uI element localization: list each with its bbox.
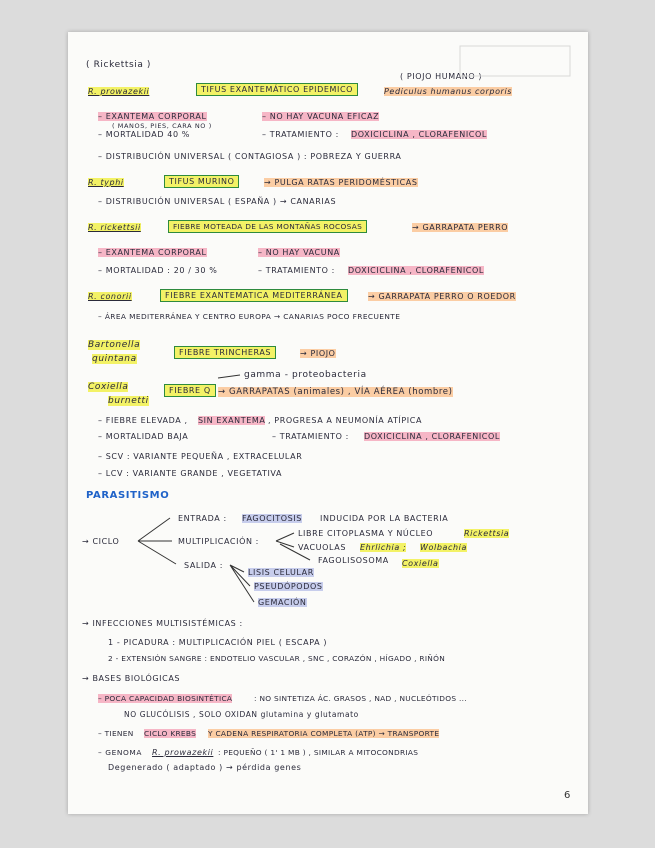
species-coxiella: Coxiella — [88, 382, 129, 392]
entrada-label: ENTRADA : — [178, 514, 227, 523]
salida-pseudopodos: PSEUDÓPODOS — [254, 582, 323, 591]
species-burnetti: burnetti — [108, 396, 149, 406]
cb-mortalidad: – MORTALIDAD BAJA — [98, 432, 189, 441]
species-bartonella: Bartonella — [88, 340, 141, 350]
cb-sin-exantema: SIN EXANTEMA — [198, 416, 266, 425]
mult-fagosoma: FAGOLISOSOMA — [318, 556, 389, 565]
vector-note-piojo: ( PIOJO HUMANO ) — [400, 72, 483, 81]
cb-fiebre: – FIEBRE ELEVADA , — [98, 416, 188, 425]
cb-tratamiento-drugs: DOXICICLINA , CLORAFENICOL — [364, 432, 500, 441]
bases-cadena: Y CADENA RESPIRATORIA COMPLETA (ATP) → TRANSPORTE — [208, 729, 440, 738]
bq-vector: → PIOJO — [300, 349, 336, 358]
page-number: 6 — [564, 790, 571, 801]
rr-tratamiento: – TRATAMIENTO : — [258, 266, 335, 275]
disease-box-fiebre-q: FIEBRE Q — [164, 384, 216, 397]
rp-exantema: – EXANTEMA CORPORAL — [98, 112, 207, 121]
rc-area: – ÁREA MEDITERRÁNEA Y CENTRO EUROPA → CANARIAS POCO FRECUENTE — [98, 312, 401, 321]
cb-vector: → GARRAPATAS (animales) , VÍA AÉREA (hombre) — [218, 387, 453, 397]
disease-box-tifus-murino: TIFUS MURINO — [164, 175, 239, 188]
bases-glucolisis: NO GLUCÓLISIS , SOLO OXIDAN glutamina y glutamato — [124, 710, 359, 719]
species-r-typhi: R. typhi — [88, 178, 124, 187]
salida-label: SALIDA : — [184, 561, 224, 570]
species-r-prowazekii: R. prowazekii — [88, 87, 150, 96]
rr-vacuna: – NO HAY VACUNA — [258, 248, 340, 257]
entrada-fagocitosis: FAGOCITOSIS — [242, 514, 302, 523]
entrada-rest: INDUCIDA POR LA BACTERIA — [320, 514, 449, 523]
bases-tienen: – TIENEN — [98, 729, 134, 738]
cb-tratamiento: – TRATAMIENTO : — [272, 432, 349, 441]
rp-tratamiento: – TRATAMIENTO : — [262, 130, 339, 139]
infecciones-1: 1 - PICADURA : MULTIPLICACIÓN PIEL ( ESCAPA ) — [108, 638, 328, 647]
rr-mortalidad: – MORTALIDAD : 20 / 30 % — [98, 266, 218, 275]
cb-scv: – SCV : VARIANTE PEQUEÑA , EXTRACELULAR — [98, 452, 303, 461]
bases-degenerado: Degenerado ( adaptado ) → pérdida genes — [108, 763, 302, 772]
rp-tratamiento-drugs: DOXICICLINA , CLORAFENICOL — [351, 130, 487, 139]
bases-genoma-species: R. prowazekii — [152, 748, 214, 757]
salida-lisis: LISIS CELULAR — [248, 568, 314, 577]
infecciones-2: 2 - EXTENSIÓN SANGRE : ENDOTELIO VASCULAR , SNC , CORAZÓN , HÍGADO , RIÑÓN — [108, 654, 446, 663]
bases-genoma: – GENOMA — [98, 748, 143, 757]
rt-distribucion: – DISTRIBUCIÓN UNIVERSAL ( ESPAÑA ) → CANARIAS — [98, 197, 337, 206]
bases-no-sintetiza: : NO SINTETIZA ÁC. GRASOS , NAD , NUCLEÓTIDOS ... — [254, 694, 467, 703]
cb-neumonia: , PROGRESA A NEUMONÍA ATÍPICA — [268, 416, 423, 425]
bases-title: → BASES BIOLÓGICAS — [82, 674, 181, 683]
species-quintana: quintana — [92, 354, 137, 364]
cb-lcv: – LCV : VARIANTE GRANDE , VEGETATIVA — [98, 469, 283, 478]
mult-wolbachia: Wolbachia — [420, 543, 468, 552]
section-title-parasitismo: PARASITISMO — [86, 490, 170, 501]
notebook-page — [68, 32, 588, 814]
rr-tratamiento-drugs: DOXICICLINA , CLORAFENICOL — [348, 266, 484, 275]
rr-vector: → GARRAPATA PERRO — [412, 223, 509, 232]
species-r-conorii: R. conorii — [88, 292, 132, 301]
disease-box-fiebre-trincheras: FIEBRE TRINCHERAS — [174, 346, 276, 359]
mult-libre: LIBRE CITOPLASMA Y NÚCLEO — [298, 529, 434, 538]
mult-ehrlichia: Ehrlichia ; — [360, 543, 407, 552]
multiplicacion-label: MULTIPLICACIÓN : — [178, 537, 259, 546]
bases-biosintetica: – POCA CAPACIDAD BIOSINTÉTICA — [98, 694, 233, 703]
rp-mortalidad: – MORTALIDAD 40 % — [98, 130, 190, 139]
vector-pediculus: Pediculus humanus corporis — [384, 87, 513, 96]
disease-box-tifus-epidemico: TIFUS EXANTEMÁTICO EPIDEMICO — [196, 83, 358, 96]
ciclo-label: → CICLO — [82, 537, 120, 546]
cb-gamma: gamma - proteobacteria — [244, 370, 367, 380]
bases-ciclo-krebs: CICLO KREBS — [144, 729, 197, 738]
mult-coxiella: Coxiella — [402, 559, 439, 568]
rp-distribucion: – DISTRIBUCIÓN UNIVERSAL ( CONTAGIOSA ) : POBREZA Y GUERRA — [98, 152, 402, 161]
disease-box-fiebre-moteada: FIEBRE MOTEADA DE LAS MONTAÑAS ROCOSAS — [168, 220, 367, 233]
rt-vector: → PULGA RATAS PERIDOMÉSTICAS — [264, 178, 418, 187]
rp-vacuna: – NO HAY VACUNA EFICAZ — [262, 112, 380, 121]
salida-gemacion: GEMACIÓN — [258, 598, 307, 607]
infecciones-title: → INFECCIONES MULTISISTÉMICAS : — [82, 619, 243, 628]
rr-exantema: – EXANTEMA CORPORAL — [98, 248, 207, 257]
mult-vacuolas: VACUOLAS — [298, 543, 347, 552]
disease-box-fiebre-mediterranea: FIEBRE EXANTEMATICA MEDITERRÁNEA — [160, 289, 348, 302]
rc-vector: → GARRAPATA PERRO O ROEDOR — [368, 292, 516, 301]
section-title-rickettsia: ( Rickettsia ) — [86, 60, 152, 70]
rp-exantema-detail: ( MANOS, PIES, CARA NO ) — [112, 122, 212, 130]
branch-lines — [68, 32, 588, 814]
species-r-rickettsii: R. rickettsii — [88, 223, 141, 232]
bases-genoma-detail: : PEQUEÑO ( 1' 1 MB ) , SIMILAR A MITOCONDRIAS — [218, 748, 419, 757]
mult-rickettsia: Rickettsia — [464, 529, 510, 538]
